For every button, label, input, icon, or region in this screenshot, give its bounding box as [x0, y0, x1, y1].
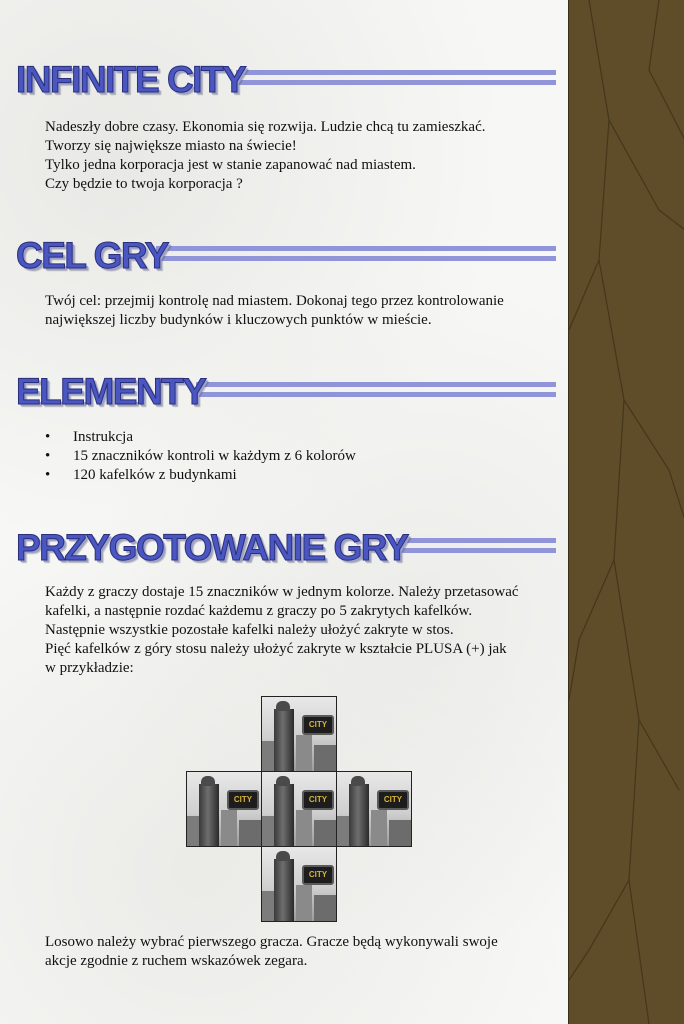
section-heading-przygotowanie-gry [16, 528, 556, 572]
text-line: Tylko jedna korporacja jest w stanie zapanować nad miastem. [45, 157, 416, 173]
text-line: Twój cel: przejmij kontrolę nad miastem. Dokonaj tego przez kontrolowanie [45, 293, 504, 309]
intro-text [45, 118, 560, 194]
text-line: Każdy z graczy dostaje 15 znaczników w jednym kolorze. Należy przetasować [45, 584, 519, 600]
heading-stripe [236, 80, 556, 85]
city-tile-top [261, 696, 337, 772]
text-line: Pięć kafelków z góry stosu należy ułożyć zakryte w kształcie PLUSA (+) jak [45, 641, 507, 657]
text-line: w przykładzie: [45, 660, 134, 676]
section-title: PRZYGOTOWANIE GRY [16, 527, 408, 568]
list-item: • 15 znaczników kontroli w każdym z 6 kolorów [45, 447, 560, 466]
section-heading-elementy [16, 372, 556, 416]
text-line: Następnie wszystkie pozostałe kafelki należy ułożyć zakryte w stos. [45, 622, 454, 638]
text-line: kafelki, a następnie rozdać każdemu z graczy po 5 zakrytych kafelków. [45, 603, 473, 619]
text-line: Tworzy się największe miasto na świecie! [45, 138, 297, 154]
section-title: CEL GRY [16, 235, 168, 276]
city-logo: CITY [302, 715, 334, 735]
first-player-text [45, 933, 560, 971]
text-line: Losowo należy wybrać pierwszego gracza. Gracze będą wykonywali swoje [45, 934, 498, 950]
heading-stripe [196, 382, 556, 387]
text-line: Czy będzie to twoja korporacja ? [45, 176, 243, 192]
city-tile-right [336, 771, 412, 847]
section-title: INFINITE CITY [16, 59, 246, 100]
text-line: akcje zgodnie z ruchem wskazówek zegara. [45, 953, 308, 969]
city-tile-left [186, 771, 262, 847]
heading-stripe [396, 538, 556, 543]
goal-text [45, 292, 560, 330]
heading-stripe [196, 392, 556, 397]
list-item: • Instrukcja [45, 428, 560, 447]
city-logo: CITY [302, 865, 334, 885]
city-tile-center [261, 771, 337, 847]
city-tile-bottom [261, 846, 337, 922]
section-heading-infinite-city [16, 60, 556, 104]
decorative-sidebar [568, 0, 684, 1024]
city-logo: CITY [227, 790, 259, 810]
city-logo: CITY [302, 790, 334, 810]
heading-stripe [156, 246, 556, 251]
text-line: największej liczby budynków i kluczowych punktów w mieście. [45, 312, 432, 328]
heading-stripe [396, 548, 556, 553]
section-heading-cel-gry [16, 236, 556, 280]
heading-stripe [236, 70, 556, 75]
list-item: • 120 kafelków z budynkami [45, 466, 560, 485]
city-logo: CITY [377, 790, 409, 810]
text-line: Nadeszły dobre czasy. Ekonomia się rozwija. Ludzie chcą tu zamieszkać. [45, 119, 486, 135]
components-list [45, 428, 560, 485]
heading-stripe [156, 256, 556, 261]
section-title: ELEMENTY [16, 371, 206, 412]
setup-text [45, 583, 560, 678]
